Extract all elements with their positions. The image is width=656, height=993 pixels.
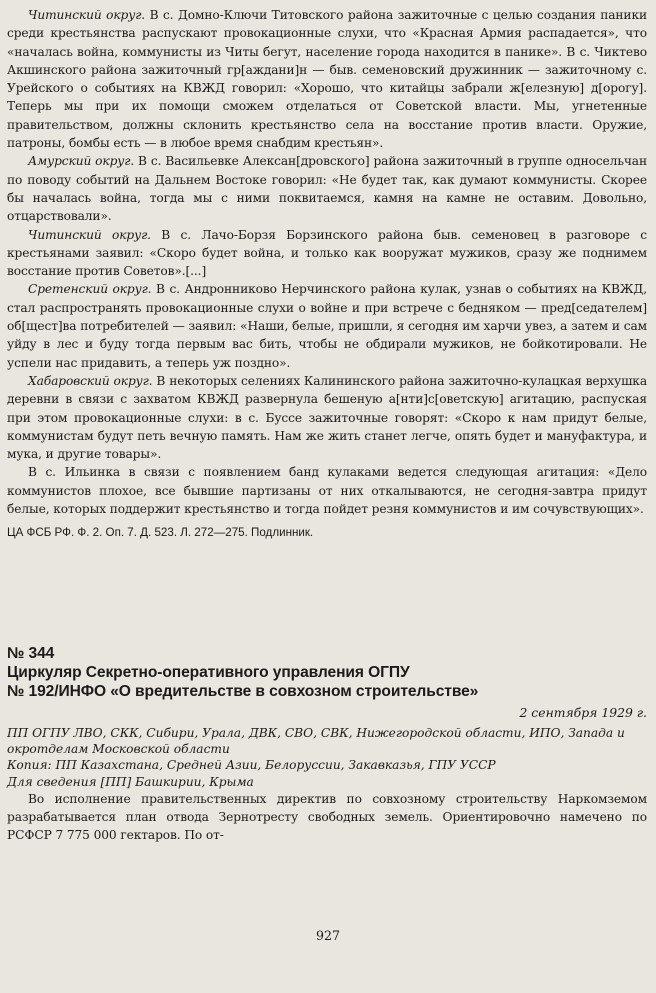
addressees-copy: Копия: ПП Казахстана, Средней Азии, Белоруссии, Закавказья, ГПУ УССР: [7, 758, 496, 773]
paragraph-text: В некоторых селениях Калининского района зажиточно-кулацкая верхушка деревни в связи с захватом КВЖД развернула бешеную а[нти]с[оветскую] агитацию, распуская при этом провокационные слухи: в с. Бусcе зажиточные говорят: «Скоро к нам придут белые, коммунистам будут петь вечную память. Нам же жить станет легче, опять будет и мануфактура, и мука, и другие товары».: [7, 373, 647, 462]
region-name: Хабаровский округ.: [28, 373, 153, 388]
report-paragraph-5: [7, 372, 647, 463]
report-paragraph-6: [7, 463, 647, 518]
report-paragraph-3: [7, 226, 647, 281]
document-title-line-2: № 192/ИНФО «О вредительстве в совхозном строительстве»: [7, 683, 479, 700]
report-paragraph-1: [7, 6, 647, 152]
report-section: [7, 6, 647, 541]
report-paragraph-4: [7, 280, 647, 371]
report-paragraph-2: [7, 152, 647, 225]
region-name: Читинский округ.: [28, 227, 151, 242]
paragraph-text: В с. Андронниково Нерчинского района кулак, узнав о событиях на КВЖД, стал распространять провокационные слухи о войне и при встрече с бедняком — пред[седателем] об[щест]ва потребителей — заявил: «Наши, белые, пришли, я сегодня им харчи увез, а затем и сам уйду в лес и буду тогда первым вас бить, чтобы не обдирали мужиков, не бойкотировали. Не успели нас придавить, а теперь уж поздно».: [7, 282, 647, 370]
region-name: Читинский округ.: [28, 8, 146, 22]
document-body-paragraph: Во исполнение правительственных директив по совхозному строительству Наркомземом разрабатывается план отвода Зернотресту свободных земель. Ориентировочно намечено по РСФСР 7 775 000 гектаров. По от-: [7, 791, 647, 843]
document-date: 2 сентября 1929 г.: [519, 705, 647, 720]
paragraph-text: В с. Ильинка в связи с появлением банд кулаками ведется следующая агитация: «Дело коммунистов плохое, все бывшие партизаны от них откалываются, не сегодня-завтра придут белые, которых поддержит крестьянство и тогда пойдет резня коммунистов и им сочувствующих».: [7, 465, 647, 517]
document-344: [7, 644, 647, 845]
paragraph-text: В с. Васильевке Алексан[дровского] района зажиточный в группе односельчан по поводу событий на Дальнем Востоке говорил: «Не будет так, как думают коммунисты. Скорее бы началась война, тогда мы с ними поквитаемся, камня на камне не оставим. Довольно, отцарствовали».: [7, 154, 647, 224]
region-name: Амурский округ.: [28, 154, 135, 169]
document-number: № 344: [7, 645, 55, 662]
page-number: 927: [315, 928, 341, 943]
archive-source-reference: ЦА ФСБ РФ. Ф. 2. Оп. 7. Д. 523. Л. 272—275. Подлинник.: [7, 526, 314, 540]
addressees-primary: ПП ОГПУ ЛВО, СКК, Сибири, Урала, ДВК, СВО, СВК, Нижегородской области, ИПО, Запада и окротделам Московской области: [7, 726, 625, 757]
paragraph-text: В с. Лачо-Борзя Борзинского района быв. семеновец в разговоре с крестьянами заявил: «Скоро будет война, и только как вооружат мужиков, сразу же поднимем восстание против Советов».[...]: [7, 227, 648, 279]
addressees-info: Для сведения [ПП] Башкирии, Крыма: [7, 774, 254, 789]
document-title-line-1: Циркуляр Секретно-оперативного управления ОГПУ: [7, 664, 410, 681]
region-name: Сретенский округ.: [28, 282, 152, 297]
paragraph-text: В с. Домно-Ключи Титовского района зажиточные с целью создания паники среди крестьянства распускают провокационные слухи, что «Красная Армия распадается», что «началась война, коммунисты из Читы бегут, население города находится в панике». В с. Чиктево Акшинского района зажиточный гр[аждани]н — быв. семеновский дружинник — зажиточному с. Урейского о событиях на КВЖД говорил: «Хорошо, что китайцы забрали ж[елезную] д[орогу]. Теперь мы при их помощи сможем отделаться от Советской власти. Мы, угнетенные правительством, должны склонить крестьянство села на восстание против власти. Оружие, патроны, бомбы есть — в любое время снабдим крестьян».: [7, 8, 647, 151]
